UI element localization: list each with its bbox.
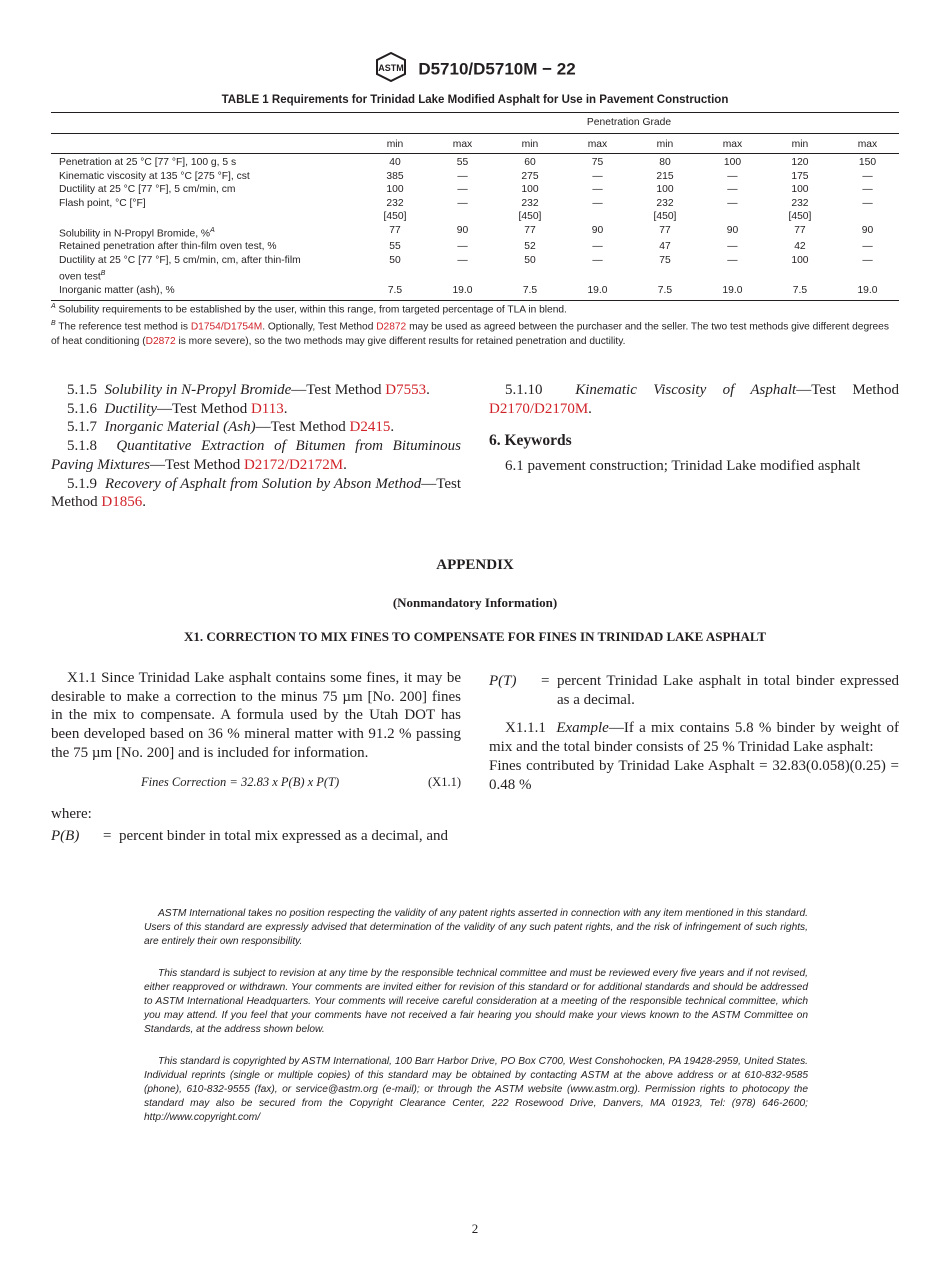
table-column-header: min <box>359 133 431 154</box>
ref-link-d2415[interactable]: D2415 <box>349 419 391 436</box>
table-footnotes <box>51 300 899 349</box>
table-row <box>51 170 899 184</box>
section-x1-1: X1.1 Since Trinidad Lake asphalt contains some fines, it may be desirable to make a correction to the minus 75 µm [No. 200] fines in the mix to compensate. A formula used by the Utah DOT has been developed based on 36 % mineral matter with 91.2 % passing the 75 µm [No. 200] and is included for information. <box>51 670 461 761</box>
page-number: 2 <box>471 1221 479 1236</box>
table-cell: — <box>727 197 738 209</box>
table-row <box>51 267 899 284</box>
section-5-1-5: 5.1.5 Solubility in N-Propyl Bromide—Test Method D7553. <box>67 382 430 398</box>
table-cell: — <box>592 254 603 266</box>
table-cell: 50 <box>389 254 401 266</box>
appendix-right-column <box>489 672 899 794</box>
table-cell: 385 <box>386 170 404 182</box>
table-row-property: Flash point, °C [°F] <box>59 197 146 209</box>
table-cell: — <box>862 170 873 182</box>
table-cell: 75 <box>591 157 604 168</box>
appendix-subtitle: (Nonmandatory Information) <box>392 595 558 610</box>
equation-body: Fines Correction = 32.83 x P(B) x P(T) <box>141 774 340 789</box>
table-cell: 77 <box>524 224 536 236</box>
footnote-a: $^A$ Solubility requirements to be established by the user, within this range, from targeted percentage of TLA in blend. <box>51 303 567 316</box>
table-cell: — <box>862 184 873 195</box>
table-cell: 90 <box>861 224 874 236</box>
table-group-header: Penetration Grade <box>359 113 899 133</box>
table-cell: 100 <box>791 184 809 195</box>
table-cell <box>836 210 899 224</box>
document-designation: D5710/D5710M − 22 <box>418 59 576 79</box>
table-column-header: min <box>764 133 836 154</box>
table-cell: — <box>592 241 603 253</box>
table-column-header: max <box>701 133 764 154</box>
table-cell: 19.0 <box>566 284 629 300</box>
table-cell: 100 <box>723 157 742 168</box>
keywords-heading: 6. Keywords <box>489 432 572 450</box>
table-cell: 7.5 <box>764 284 836 300</box>
table-row-property: Inorganic matter (ash), % <box>51 284 359 300</box>
table-cell: 77 <box>389 224 401 236</box>
equation-number: (X1.1) <box>428 774 461 789</box>
ref-link-d2872[interactable]: D2872 <box>376 321 407 333</box>
table-cell: — <box>592 170 603 182</box>
requirements-table <box>51 112 899 301</box>
table-cell: [450] <box>788 211 812 222</box>
table-cell: 19.0 <box>431 284 494 300</box>
table-cell: — <box>457 241 468 253</box>
table-cell: 120 <box>791 157 809 168</box>
footnote-b: $^B$ The reference test method is D1754/D1754M. Optionally, Test Method D2872 may be used as agreed between the purchaser and the seller. The two test methods give different degrees of heat conditioning (D2872 is more severe), so the two methods may give different results for retained penetration and ductility. <box>51 320 889 347</box>
left-column <box>51 381 461 512</box>
table-cell: 7.5 <box>629 284 701 300</box>
table-cell <box>701 210 764 224</box>
table-cell: 40 <box>389 157 401 168</box>
table-cell: 232 <box>386 197 404 209</box>
appendix-title: APPENDIX <box>436 557 514 573</box>
table-cell: — <box>862 241 873 253</box>
table-row <box>51 154 899 170</box>
table-cell <box>764 267 836 284</box>
table-cell: — <box>592 184 603 195</box>
table-cell: 19.0 <box>836 284 899 300</box>
table-cell <box>566 210 629 224</box>
table-column-header: max <box>836 133 899 154</box>
table-row-property: Solubility in N-Propyl Bromide, %$^A$ <box>59 226 215 239</box>
table-row-property: Ductility at 25 °C [77 °F], 5 cm/min, cm <box>59 184 236 195</box>
definition-pb: P(B) = percent binder in total mix expressed as a decimal, and <box>51 828 449 845</box>
table-cell <box>701 267 764 284</box>
table-cell: — <box>457 184 468 195</box>
ref-link-d1754[interactable]: D1754/D1754M <box>190 321 263 333</box>
right-column <box>489 381 899 476</box>
ref-link-d1856[interactable]: D1856 <box>101 494 143 511</box>
table-cell: 42 <box>794 241 806 253</box>
table-row-property <box>51 210 359 224</box>
table-row <box>51 240 899 254</box>
table-cell: 55 <box>456 157 469 168</box>
table-cell: — <box>862 197 873 209</box>
table-cell: 7.5 <box>359 284 431 300</box>
table-cell: 50 <box>524 254 536 266</box>
table-cell: 90 <box>456 224 469 236</box>
table-row-property: Kinematic viscosity at 135 °C [275 °F], cst <box>59 170 250 182</box>
table-cell: 60 <box>524 157 536 168</box>
table-cell: 100 <box>521 184 539 195</box>
table-cell: 75 <box>659 254 671 266</box>
table-cell <box>836 267 899 284</box>
section-5-1-6: 5.1.6 Ductility—Test Method D113. <box>67 400 288 417</box>
table-cell: — <box>727 241 738 253</box>
table-row <box>51 183 899 197</box>
notice-revision: This standard is subject to revision at any time by the responsible technical committee and must be reviewed every five years and if not revised, either reapproved or withdrawn. Your comments are invited either for revision of this standard or for additional standards and should be addressed to ASTM International Headquarters. Your comments will receive careful consideration at a meeting of the responsible technical committee, which you may attend. If you feel that your comments have not received a fair hearing you should make your views known to the ASTM Committee on Standards, at the address shown below. <box>144 968 808 1035</box>
table-cell: 232 <box>656 197 674 209</box>
table-row <box>51 284 899 300</box>
table-title: TABLE 1 Requirements for Trinidad Lake Modified Asphalt for Use in Pavement Construction <box>221 94 729 106</box>
table-cell <box>566 267 629 284</box>
section-5-1-10: 5.1.10 Kinematic Viscosity of Asphalt—Test Method D2170/D2170M. <box>489 382 899 417</box>
table-cell: 175 <box>791 170 809 182</box>
notice-copyright: This standard is copyrighted by ASTM International, 100 Barr Harbor Drive, PO Box C700, West Conshohocken, PA 19428-2959, United States. Individual reprints (single or multiple copies) of this standard may be obtained by contacting ASTM at the above address or at 610-832-9585 (phone), 610-832-9555 (fax), or service@astm.org (e-mail); or through the ASTM website (www.astm.org). Permission rights to photocopy the standard may also be secured from the Copyright Clearance Center, 222 Rosewood Drive, Danvers, MA 01923, Tel: (978) 646-2600; http://www.copyright.com/ <box>144 1056 808 1123</box>
table-cell: — <box>592 197 603 209</box>
section-5-1-7: 5.1.7 Inorganic Material (Ash)—Test Method D2415. <box>67 419 395 436</box>
table-cell: — <box>457 254 468 266</box>
table-cell: 150 <box>858 157 877 168</box>
table-row <box>51 254 899 268</box>
table-row <box>51 197 899 211</box>
x1-title: X1. CORRECTION TO MIX FINES TO COMPENSATE FOR FINES IN TRINIDAD LAKE ASPHALT <box>183 629 767 644</box>
table-row-property: Ductility at 25 °C [77 °F], 5 cm/min, cm, after thin-film <box>59 254 301 266</box>
table-row-property: Retained penetration after thin-film oven test, % <box>59 241 277 253</box>
table-cell: 80 <box>659 157 671 168</box>
ref-link-d2872[interactable]: D2872 <box>145 335 176 347</box>
definition-pt: P(T) = percent Trinidad Lake asphalt in total binder expressed as a decimal. <box>489 673 899 708</box>
table-cell: 275 <box>521 170 539 182</box>
table-cell: 100 <box>386 184 404 195</box>
where-label: where: <box>51 805 92 822</box>
table-cell: — <box>457 170 468 182</box>
table-cell: — <box>457 197 468 209</box>
table-column-header: max <box>431 133 494 154</box>
table-cell: 77 <box>794 224 806 236</box>
table-cell: 19.0 <box>701 284 764 300</box>
ref-link-d113[interactable]: D113 <box>250 400 284 417</box>
table-cell <box>494 267 566 284</box>
ref-link-d2170[interactable]: D2170/D2170M <box>489 400 589 417</box>
notice-patent: ASTM International takes no position respecting the validity of any patent rights asserted in connection with any item mentioned in this standard. Users of this standard are expressly advised that determination of the validity of any such patent rights, and the risk of infringement of such rights, are entirely their own responsibility. <box>144 908 808 947</box>
table-cell: 90 <box>591 224 604 236</box>
table-row-property: Penetration at 25 °C [77 °F], 100 g, 5 s <box>59 157 237 168</box>
table-cell: 100 <box>791 254 809 266</box>
legal-notices <box>144 907 808 1143</box>
keywords-text: 6.1 pavement construction; Trinidad Lake modified asphalt <box>505 458 861 475</box>
astm-logo-icon <box>374 52 408 87</box>
table-row <box>51 210 899 224</box>
equation-x1-1 <box>51 773 461 791</box>
table-cell: 55 <box>389 241 401 253</box>
table-cell: — <box>727 184 738 195</box>
table-row <box>51 224 899 241</box>
table-cell: 232 <box>791 197 809 209</box>
table-cell: [450] <box>383 211 407 222</box>
table-cell: — <box>862 254 873 266</box>
ref-link-d7553[interactable]: D7553 <box>385 382 427 398</box>
table-cell: 7.5 <box>494 284 566 300</box>
table-cell <box>359 267 431 284</box>
table-cell: [450] <box>653 211 677 222</box>
table-cell: — <box>727 170 738 182</box>
table-row-property: oven test$^B$ <box>59 270 106 283</box>
section-5-1-9: 5.1.9 Recovery of Asphalt from Solution by Abson Method—Test Method D1856. <box>51 475 461 511</box>
table-cell: — <box>727 254 738 266</box>
table-cell: [450] <box>518 211 542 222</box>
table-cell <box>431 210 494 224</box>
table-cell <box>629 267 701 284</box>
table-cell: 90 <box>726 224 739 236</box>
appendix-left-column <box>51 669 461 846</box>
table-cell <box>431 267 494 284</box>
table-cell: 100 <box>656 184 674 195</box>
table-cell: 77 <box>659 224 671 236</box>
section-5-1-8: 5.1.8 Quantitative Extraction of Bitumen from Bituminous Paving Mixtures—Test Method D2172/D2172M. <box>51 438 461 473</box>
table-cell: 215 <box>656 170 674 182</box>
page-header <box>0 52 950 87</box>
table-cell: 47 <box>659 241 671 253</box>
table-cell: 52 <box>524 241 536 253</box>
table-column-header: min <box>494 133 566 154</box>
svg-text:ASTM: ASTM <box>378 63 405 73</box>
table-column-header: max <box>566 133 629 154</box>
ref-link-d2172[interactable]: D2172/D2172M <box>243 456 344 473</box>
example-result: Fines contributed by Trinidad Lake Asphalt = 32.83(0.058)(0.25) = 0.48 % <box>489 757 899 793</box>
table-cell: 232 <box>521 197 539 209</box>
table-column-header: min <box>629 133 701 154</box>
section-x1-1-1: X1.1.1 Example—If a mix contains 5.8 % binder by weight of mix and the total binder consists of 25 % Trinidad Lake asphalt: <box>489 720 900 756</box>
